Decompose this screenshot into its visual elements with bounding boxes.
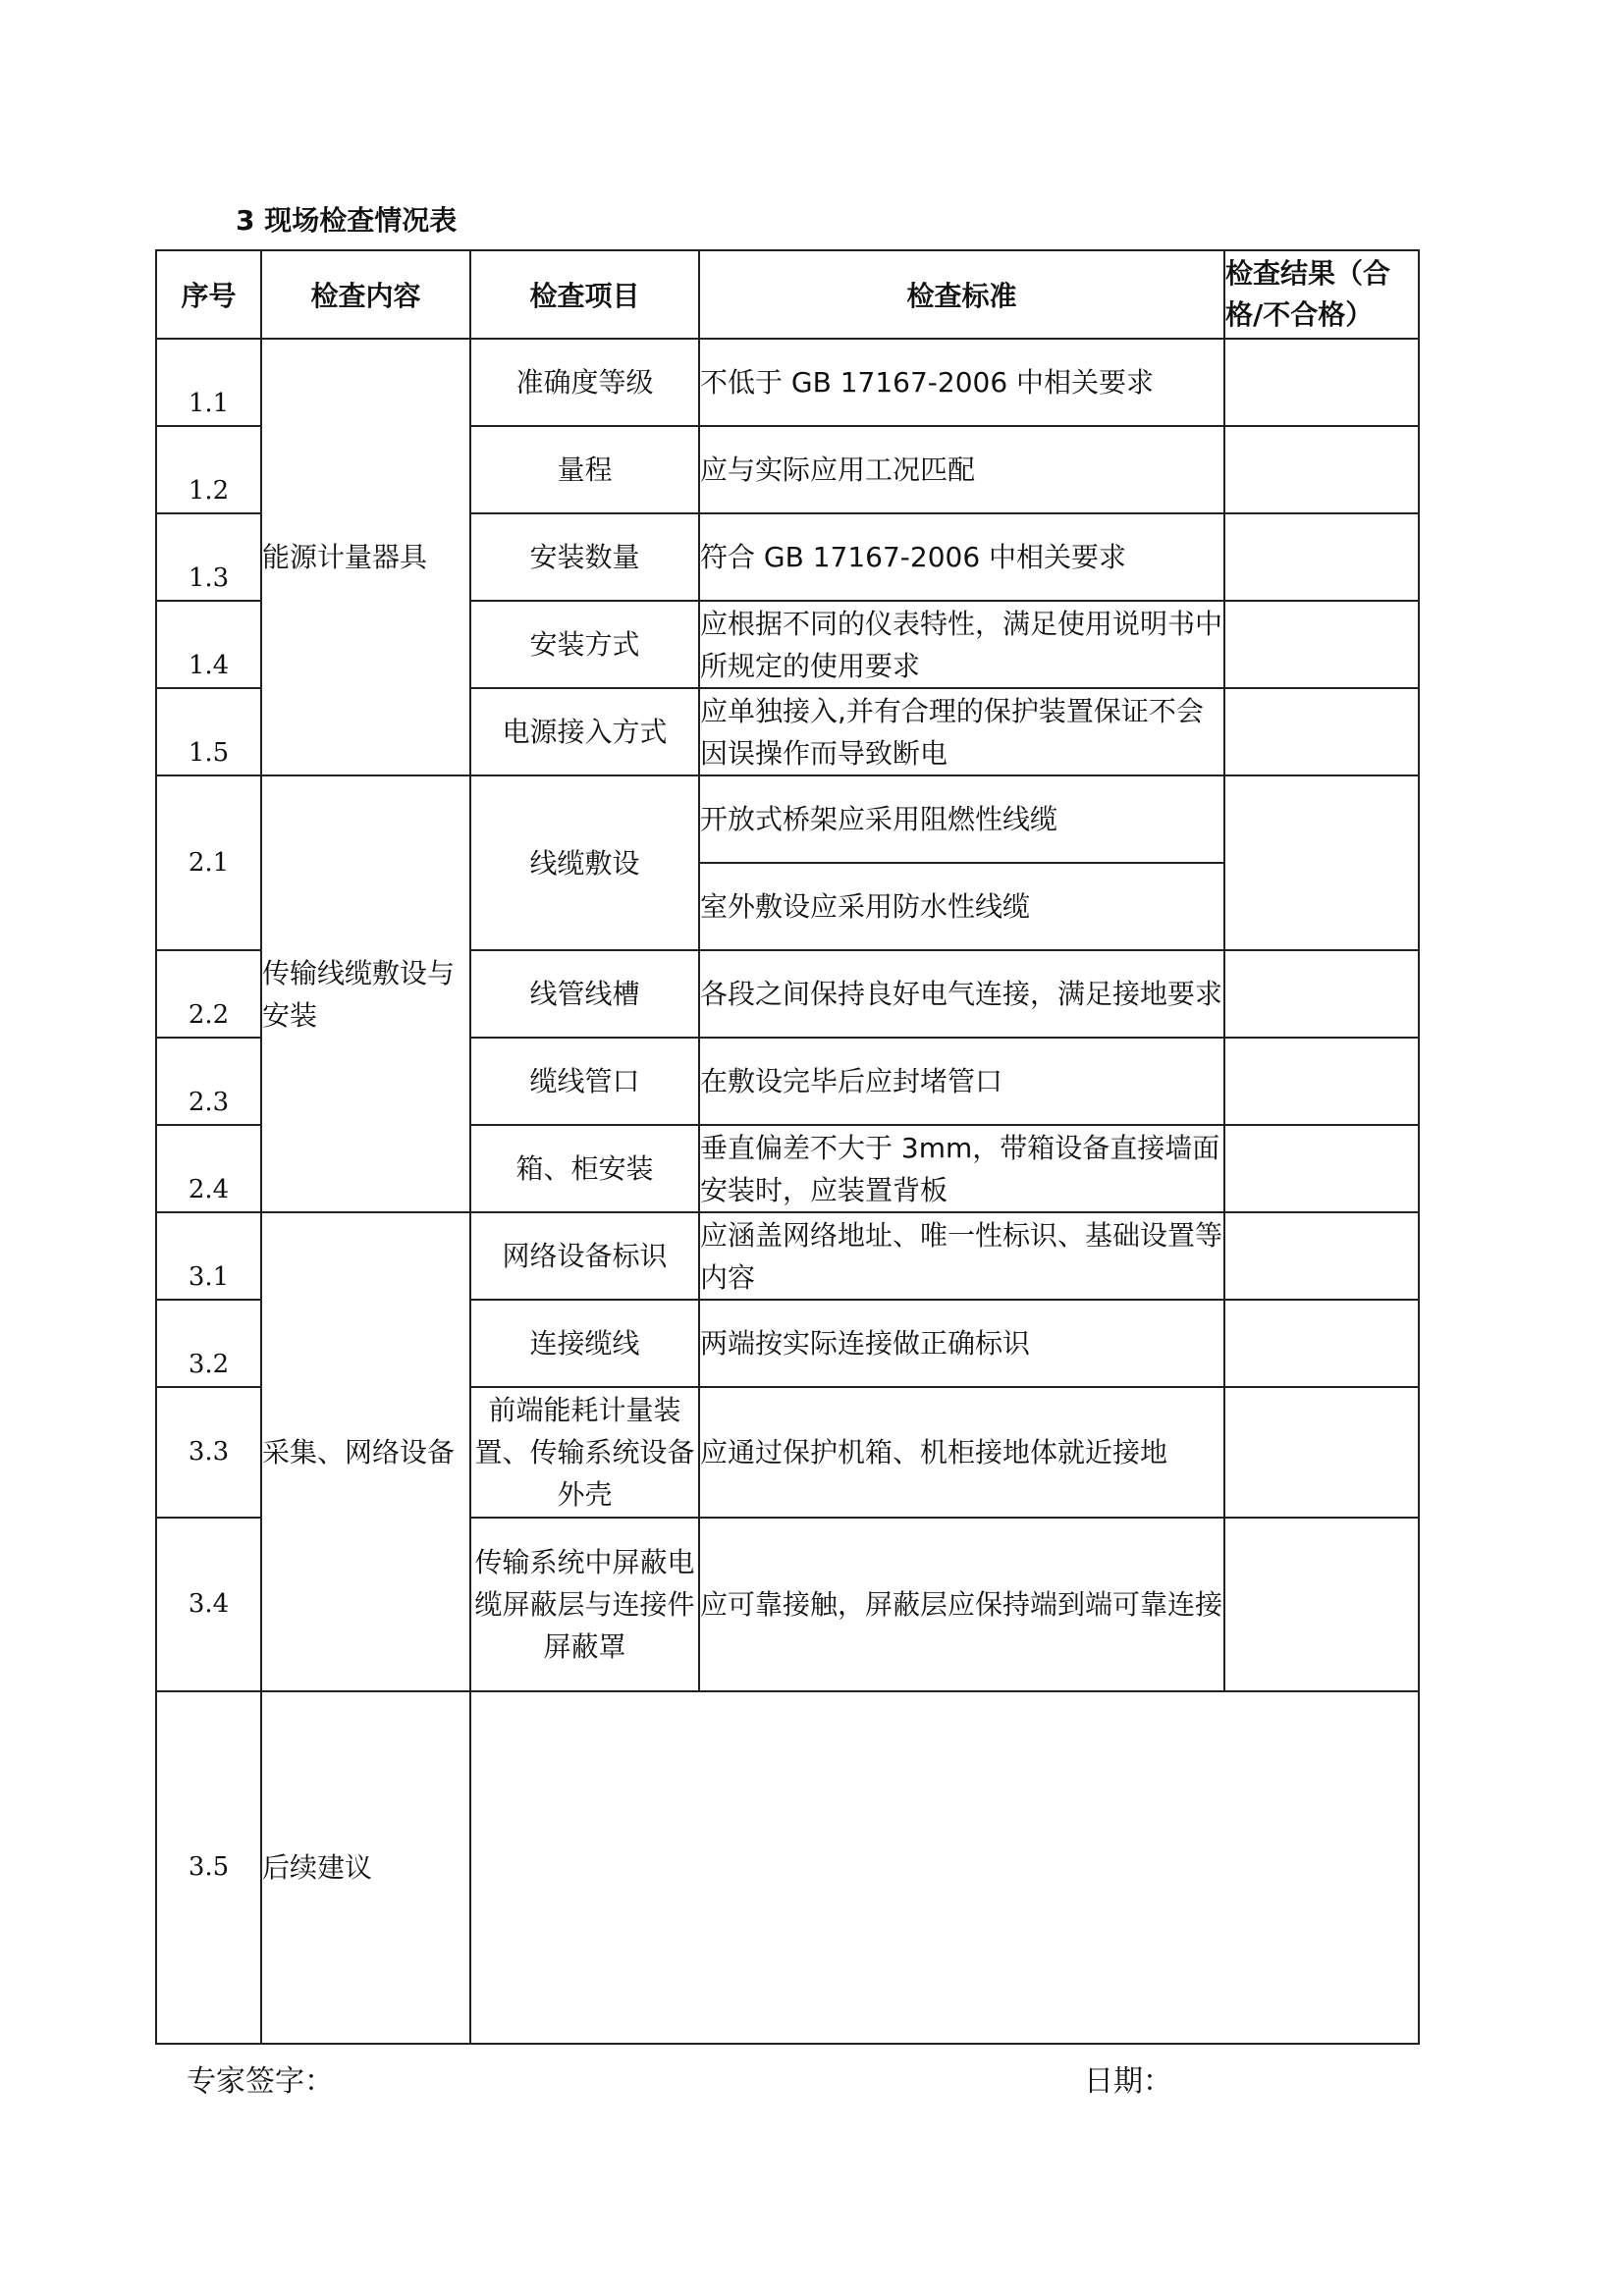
row-seq: 3.3: [156, 1387, 261, 1518]
category-cell: 传输线缆敷设与安装: [261, 775, 470, 1212]
row-item: 量程: [470, 426, 699, 513]
result-cell[interactable]: [1224, 1038, 1419, 1125]
row-standard: 应与实际应用工况匹配: [699, 426, 1224, 513]
result-cell[interactable]: [1224, 426, 1419, 513]
row-seq: 1.4: [156, 601, 261, 688]
row-standard: 符合 GB 17167-2006 中相关要求: [699, 513, 1224, 601]
table-row: [156, 339, 1419, 426]
header-row: [156, 250, 1419, 339]
row-item: 网络设备标识: [470, 1212, 699, 1300]
result-cell[interactable]: [1224, 1212, 1419, 1300]
row-seq: 2.4: [156, 1125, 261, 1212]
row-seq: 1.5: [156, 688, 261, 775]
header-result: 检查结果（合格/不合格）: [1224, 250, 1419, 339]
row-standard: 应通过保护机箱、机柜接地体就近接地: [699, 1387, 1224, 1518]
result-cell[interactable]: [1224, 601, 1419, 688]
header-standard: 检查标准: [699, 250, 1224, 339]
category-cell: 采集、网络设备: [261, 1212, 470, 1691]
row-item: 准确度等级: [470, 339, 699, 426]
row-standard: 在敷设完毕后应封堵管口: [699, 1038, 1224, 1125]
row-seq: 3.2: [156, 1300, 261, 1387]
row-seq: 2.1: [156, 775, 261, 950]
result-cell[interactable]: [1224, 513, 1419, 601]
row-standard: 各段之间保持良好电气连接，满足接地要求: [699, 950, 1224, 1038]
row-seq: 3.1: [156, 1212, 261, 1300]
row-standard: 开放式桥架应采用阻燃性线缆: [699, 775, 1224, 863]
result-cell[interactable]: [1224, 1300, 1419, 1387]
row-item: 箱、柜安装: [470, 1125, 699, 1212]
row-item: 传输系统中屏蔽电缆屏蔽层与连接件屏蔽罩: [470, 1518, 699, 1691]
row-item: 缆线管口: [470, 1038, 699, 1125]
row-item: 前端能耗计量装置、传输系统设备外壳: [470, 1387, 699, 1518]
signature-label: 专家签字：: [187, 2064, 334, 2099]
result-cell[interactable]: [1224, 1518, 1419, 1691]
row-standard: 室外敷设应采用防水性线缆: [699, 863, 1224, 950]
category-cell: 能源计量器具: [261, 339, 470, 775]
row-standard: 垂直偏差不大于 3mm，带箱设备直接墙面安装时，应装置背板: [699, 1125, 1224, 1212]
inspection-table: [155, 249, 1420, 2045]
result-cell[interactable]: [1224, 1125, 1419, 1212]
result-cell[interactable]: [1224, 688, 1419, 775]
row-standard: 应根据不同的仪表特性，满足使用说明书中所规定的使用要求: [699, 601, 1224, 688]
row-seq: 2.3: [156, 1038, 261, 1125]
row-seq: 3.4: [156, 1518, 261, 1691]
row-seq: 1.1: [156, 339, 261, 426]
row-standard: 应单独接入,并有合理的保护装置保证不会因误操作而导致断电: [699, 688, 1224, 775]
row-seq: 1.2: [156, 426, 261, 513]
result-cell[interactable]: [1224, 775, 1419, 950]
row-standard: 不低于 GB 17167-2006 中相关要求: [699, 339, 1224, 426]
suggestion-seq: 3.5: [156, 1691, 261, 2044]
header-item: 检查项目: [470, 250, 699, 339]
row-item: 线缆敷设: [470, 775, 699, 950]
row-standard: 应可靠接触，屏蔽层应保持端到端可靠连接: [699, 1518, 1224, 1691]
result-cell[interactable]: [1224, 339, 1419, 426]
suggestion-label: 后续建议: [261, 1691, 470, 2044]
row-item: 线管线槽: [470, 950, 699, 1038]
table-row: [156, 775, 1419, 863]
row-item: 安装数量: [470, 513, 699, 601]
suggestion-input[interactable]: [470, 1691, 1419, 2044]
suggestion-row: [156, 1691, 1419, 2044]
row-item: 电源接入方式: [470, 688, 699, 775]
row-seq: 2.2: [156, 950, 261, 1038]
row-item: 连接缆线: [470, 1300, 699, 1387]
row-item: 安装方式: [470, 601, 699, 688]
section-title: 3 现场检查情况表: [236, 204, 458, 237]
row-standard: 两端按实际连接做正确标识: [699, 1300, 1224, 1387]
header-content: 检查内容: [261, 250, 470, 339]
header-seq: 序号: [156, 250, 261, 339]
row-seq: 1.3: [156, 513, 261, 601]
table-row: [156, 1212, 1419, 1300]
date-label: 日期：: [1084, 2064, 1172, 2099]
result-cell[interactable]: [1224, 950, 1419, 1038]
row-standard: 应涵盖网络地址、唯一性标识、基础设置等内容: [699, 1212, 1224, 1300]
result-cell[interactable]: [1224, 1387, 1419, 1518]
